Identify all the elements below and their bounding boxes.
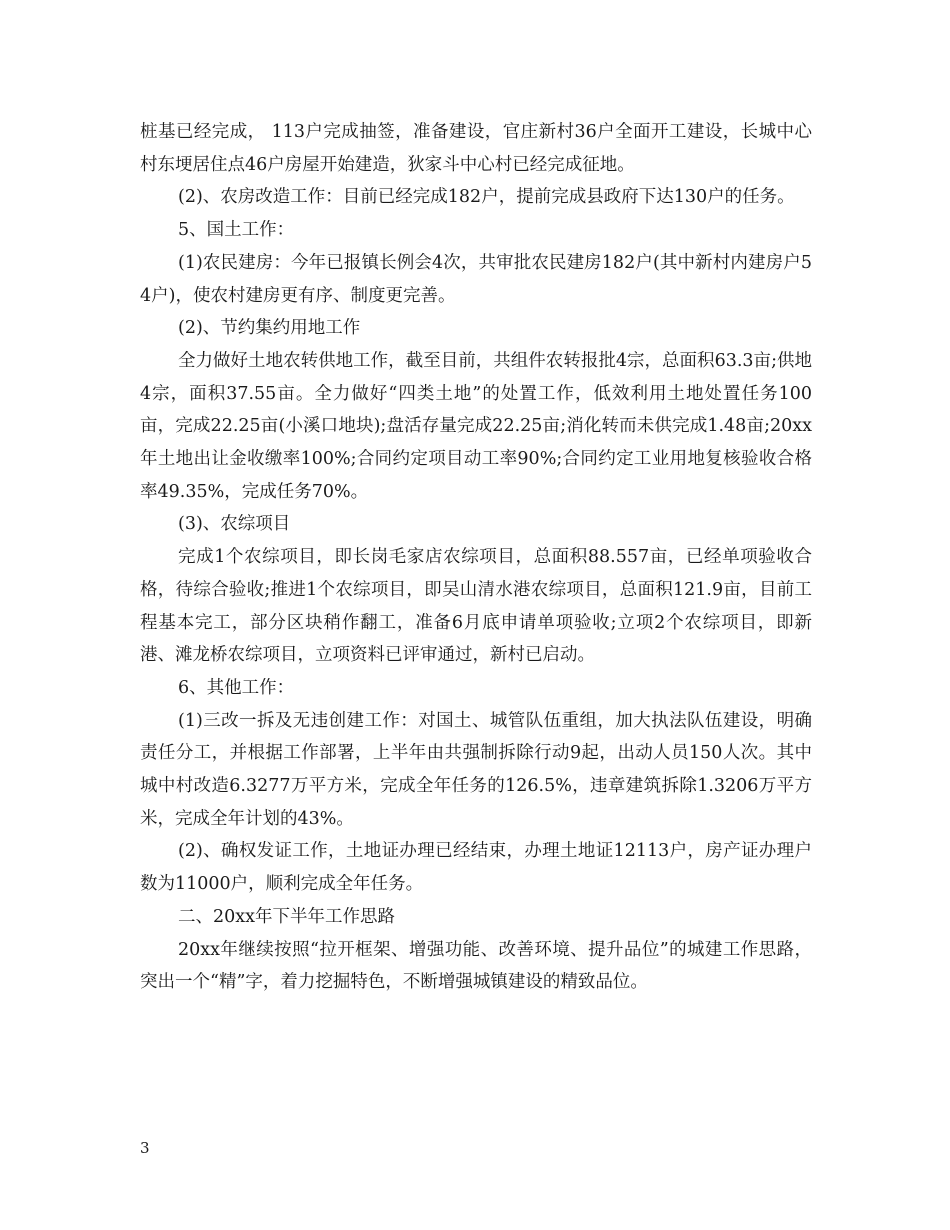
section-heading: 6、其他工作：	[178, 677, 295, 698]
section-heading: 5、国土工作：	[178, 220, 295, 241]
subsection-heading: (3)、农综项目	[178, 514, 291, 535]
paragraph: (1)三改一拆及无违创建工作：对国土、城管队伍重组，加大执法队伍建设，明确责任分工，并根据工作部署，上半年由共强制拆除行动9起，出动人员150人次。其中城中村改造6.3277万平方米，完成全年任务的126.5%，违章建筑拆除1.3206万平方米，完成全年计划的43%。	[140, 710, 812, 829]
document-body	[140, 116, 812, 999]
paragraph: 完成1个农综项目，即长岗毛家店农综项目，总面积88.557亩，已经单项验收合格，待综合验收;推进1个农综项目，即吴山清水港农综项目，总面积121.9亩，目前工程基本完工，部分区块稍作翻工，准备6月底申请单项验收;立项2个农综项目，即新港、滩龙桥农综项目，立项资料已评审通过，新村已启动。	[140, 547, 812, 666]
page-number: 3	[140, 1139, 150, 1157]
paragraph: 全力做好土地农转供地工作，截至目前，共组件农转报批4宗，总面积63.3亩;供地4宗，面积37.55亩。全力做好“四类土地”的处置工作，低效利用土地处置任务100亩，完成22.25亩(小溪口地块);盘活存量完成22.25亩;消化转而未供完成1.48亩;20xx年土地出让金收缴率100%;合同约定项目动工率90%;合同约定工业用地复核验收合格率49.35%，完成任务70%。	[140, 350, 812, 502]
paragraph: (2)、农房改造工作：目前已经完成182户，提前完成县政府下达130户的任务。	[178, 187, 795, 208]
paragraph: (2)、确权发证工作，土地证办理已经结束，办理土地证12113户，房产证办理户数为11000户，顺利完成全年任务。	[140, 841, 812, 895]
paragraph: 桩基已经完成， 113户完成抽签，准备建设，官庄新村36户全面开工建设，长城中心村东埂居住点46户房屋开始建造，狄家斗中心村已经完成征地。	[140, 122, 812, 175]
section-heading: 二、20xx年下半年工作思路	[178, 906, 396, 927]
paragraph: 20xx年继续按照“拉开框架、增强功能、改善环境、提升品位”的城建工作思路，突出一个“精”字，着力挖掘特色，不断增强城镇建设的精致品位。	[140, 939, 812, 993]
paragraph: (1)农民建房：今年已报镇长例会4次，共审批农民建房182户(其中新村内建房户54户)，使农村建房更有序、制度更完善。	[140, 252, 812, 306]
subsection-heading: (2)、节约集约用地工作	[178, 318, 361, 339]
